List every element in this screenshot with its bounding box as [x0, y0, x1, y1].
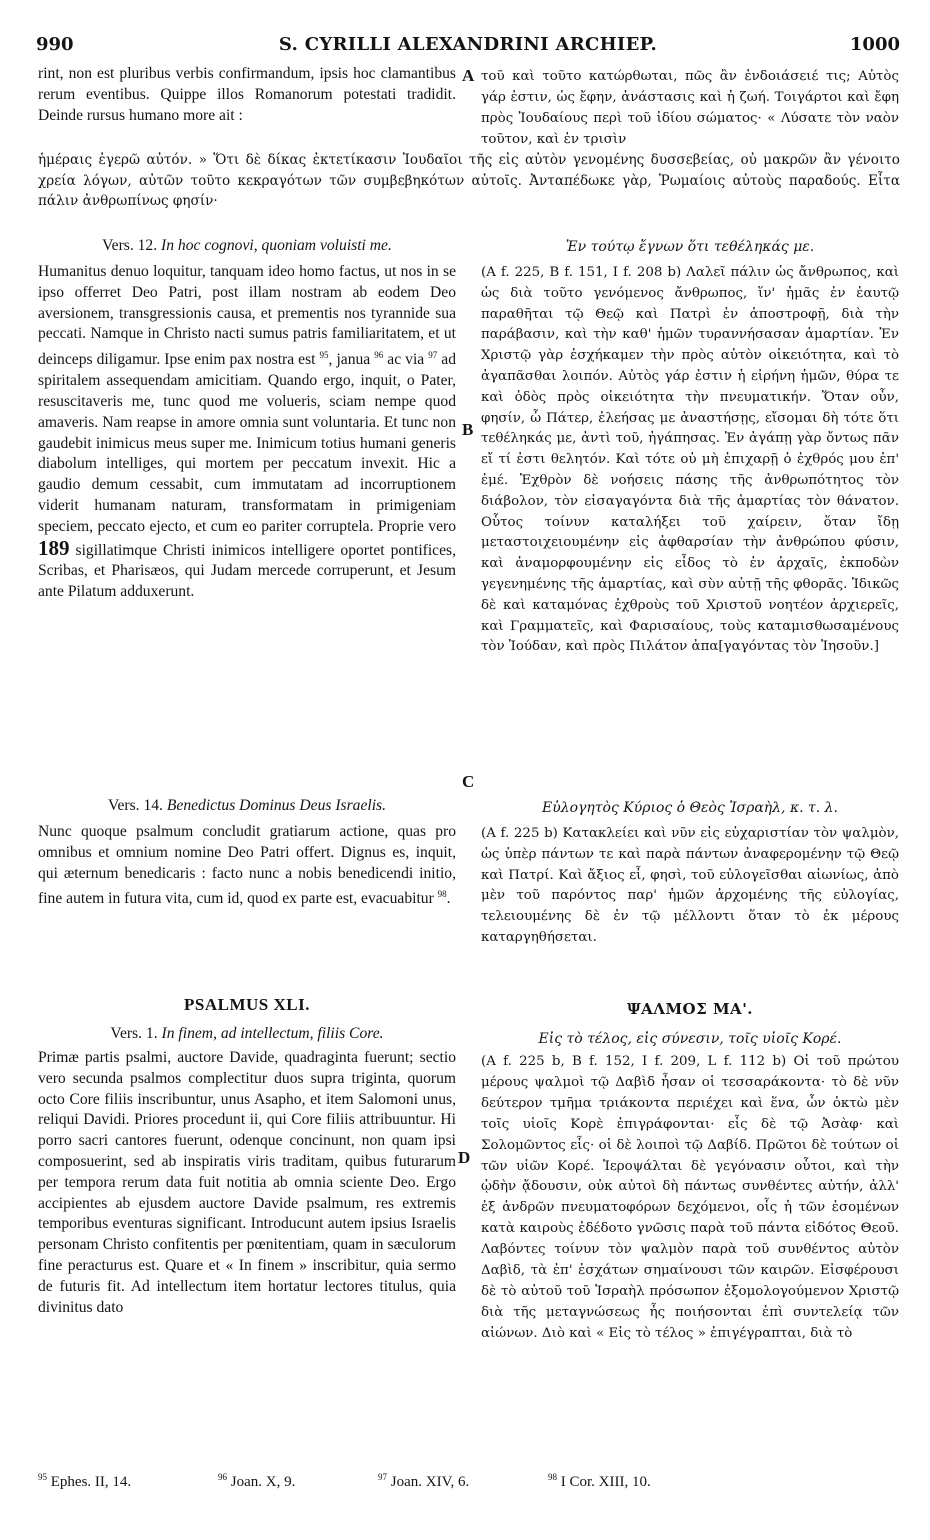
footnote-ref-98[interactable]: 98: [437, 889, 447, 900]
greek-top-text: τοῦ καὶ τοῦτο κατώρθωται, πῶς ἂν ἐνδοιάσειέ τις; Αὐτὸς γάρ ἐστιν, ὡς ἔφην, ἀνάστασις καὶ ἡ ζωή. Τοιγάρτοι καὶ ἔφη πρὸς Ἰουδαίους περὶ τοῦ ἰδίου σώματος· « Λύσατε τὸν ναὸν τοῦτον, καὶ ἐν τρισὶν: [481, 69, 899, 147]
latin-text-part: ad spiritalem assequendam amicitiam. Quando ergo, inquit, o Pater, resuscitaveris me, tunc quod me volueris, sciam nempe quod amaveris. Nam reapse in amore omnia sunt voluntaria. Et tunc non gaudebit inimicus meus super me. Inimicum totius humani generis diabolum intelliges, qui mortem per peccatum invexit. Hic a gaudio demum cessabit, cum immutatam ad incorruptionem viderit humanam naturam, transformatam in primigeniam speciem, peccato ejecto, et cum eo pariter corruptela. Proprie vero: [38, 351, 456, 535]
column-number: 189: [38, 535, 70, 560]
margin-marker-d: D: [458, 1148, 471, 1167]
footnote-number: 95: [38, 1472, 47, 1482]
margin-marker-b: B: [462, 420, 474, 439]
margin-marker-c: C: [462, 772, 475, 791]
manuscript-reference: (A f. 225 b): [481, 826, 558, 841]
greek-text: Κατακλείει καὶ νῦν εἰς εὐχαριστίαν τὸν ψαλμὸν, ὡς ὑπὲρ πάντων τε καὶ παρὰ πάντων ἀναφερομένην τῷ Θεῷ καὶ Πατρί. Καὶ ἄξιος εἶ, φησὶ, τοῦ εὐλογεῖσθαι αἰωνίως, ἀπὸ μὲν τοῦ παρόντος παρ' ἡμῶν ἀρχομένης τῆς εὐλογίας, τελειουμένης δὲ ἐν τῷ μέλλοντι ὅταν τὸ ἐκ μέρους καταργηθήσεται.: [481, 826, 899, 945]
footnote-98: [548, 1472, 651, 1491]
greek-verse-14-heading: Εὐλογητὸς Κύριος ὁ Θεὸς Ἰσραὴλ, κ. τ. λ.: [542, 800, 838, 816]
verse-number: Vers. 1.: [110, 1025, 158, 1042]
footnotes: [38, 1472, 900, 1494]
latin-text-part: Humanitus denuo loquitur, tanquam ideo homo factus, ut nos in se ipso offerret Deo Patri, post illam nostram ab eodem Deo aversionem, transgressionis causa, et prementis nos tyrannide sua peccati. Namque in Christo nacti sumus patris familiaritatem, et ut deinceps diligamur. Ipse enim pax nostra est: [38, 263, 456, 369]
latin-top-text: rint, non est pluribus verbis confirmandum, ipsis hoc clamantibus rerum eventibus. Quippe illos Romanorum potestati tradidit. Deinde rursus humano more ait :: [38, 65, 456, 124]
footnote-97: [378, 1472, 469, 1491]
page-number-left: 990: [36, 34, 74, 55]
footnote-number: 98: [548, 1472, 557, 1482]
footnote-text: Joan. XIV, 6.: [390, 1474, 470, 1490]
latin-verse-12-commentary: [38, 262, 456, 778]
latin-verse-12-heading: [38, 236, 456, 256]
margin-marker-a: A: [462, 66, 475, 85]
greek-psalm-commentary: [481, 1052, 899, 1454]
latin-verse-14-commentary: [38, 822, 456, 972]
greek-full-width-text: ἡμέραις ἐγερῶ αὐτόν. » Ὅτι δὲ δίκας ἐκτετίκασιν Ἰουδαῖοι τῆς εἰς αὐτὸν γενομένης δυσσεβείας, οὐ μακρῶν ἂν γένοιτο χρεία λόγων, αὐτῶν τοῦτο κεκραγότων τῶν συμβεβηκότων αὐτοῖς. Ἀνταπέδωκε γὰρ, Ῥωμαίοις αὐτοὺς παραδούς. Εἶτα πάλιν ἀνθρωπίνως φησίν·: [38, 152, 900, 210]
manuscript-reference: (A f. 225 b, B f. 152, I f. 209, L f. 112 b): [481, 1054, 787, 1069]
latin-text-part: ac via: [383, 351, 429, 369]
footnote-number: 96: [218, 1472, 227, 1482]
footnote-text: Joan. X, 9.: [230, 1474, 296, 1490]
running-header: [36, 34, 900, 58]
footnote-95: [38, 1472, 131, 1491]
greek-verse-14-commentary: [481, 824, 899, 976]
latin-text-part: .: [446, 890, 451, 908]
running-title: S. CYRILLI ALEXANDRINI ARCHIEP.: [278, 34, 658, 55]
verse-number: Vers. 12.: [102, 237, 158, 254]
footnote-text: I Cor. XIII, 10.: [560, 1474, 651, 1490]
footnote-number: 97: [378, 1472, 387, 1482]
verse-text: In finem, ad intellectum, filiis Core.: [161, 1025, 384, 1042]
footnote-96: [218, 1472, 295, 1491]
verse-text: In hoc cognovi, quoniam voluisti me.: [161, 237, 392, 254]
footnote-text: Ephes. II, 14.: [50, 1474, 132, 1490]
verse-number: Vers. 14.: [107, 797, 163, 814]
latin-psalm-verse-1-heading: [38, 1024, 456, 1044]
greek-psalm-verse-1-heading: Εἰς τὸ τέλος, εἰς σύνεσιν, τοῖς υἱοῖς Κορέ.: [538, 1031, 842, 1047]
manuscript-reference: (A f. 225, B f. 151, I f. 208 b): [481, 265, 682, 280]
page-number-right: 1000: [849, 34, 900, 55]
footnote-ref-96[interactable]: 96: [374, 350, 384, 361]
latin-verse-14-heading: [38, 796, 456, 816]
greek-verse-12-commentary: [481, 263, 899, 781]
latin-psalm-commentary: [38, 1048, 456, 1454]
greek-verse-12-heading: Ἐν τούτῳ ἔγνων ὅτι τεθέληκάς με.: [565, 239, 815, 255]
greek-top-paragraph: [481, 66, 899, 150]
footnote-ref-97[interactable]: 97: [428, 350, 438, 361]
latin-psalm-title: PSALMUS XLI.: [184, 995, 310, 1014]
latin-text-part: Nunc quoque psalmum concludit gratiarum actione, quas pro omnibus et omnium nomine Deo Patri offert. Dignus es, inquit, qui æternum benedicaris : facto nunc a nobis benedicendi initio, fine autem in futura vita, cum id, quod ex parte est, evacuabitur: [38, 823, 456, 908]
latin-top-paragraph: [38, 64, 456, 150]
latin-text: Primæ partis psalmi, auctore Davide, quadraginta fuerunt; sectio vero secunda psalmos complectitur duos supra triginta, quorum octo Core filiis inscribuntur, unus Asapho, et item Salomoni unus, reliqui Davidi. Priores procedunt ii, qui Core filiis attribuuntur. Hi porro sacri cantores fuerunt, odenque concinunt, non quam ipsi composuerint, sed ab inspiratis viris traditam, quibus futurarum per tempora rerum data fuit notitia ab omnia sciente Deo. Ergo accipientes ab ejusdem auctore Davide psalmum, res extremis temporibus eventuras significant. Introducunt autem ipsius Israelis personam Christo confitentis per pœnitentiam, quam in sæculorum fine peracturus est. Quare et « In finem » inscribitur, quia sermo de futuris fit. Ad intellectum item hortatur lectores titulus, quia divinitus dato: [38, 1049, 456, 1316]
greek-text: Οἱ τοῦ πρώτου μέρους ψαλμοὶ τῷ Δαβὶδ ἦσαν οἱ τεσσαράκοντα· τὸ δὲ νῦν δεύτερον τμῆμα τριάκοντα περιέχει καὶ ἕνα, ὧν ὀκτὼ μὲν τοῖς υἱοῖς Κορὲ ἐπιγράφονται· εἷς δὲ τῷ Ἀσὰφ· καὶ Σολομῶντος εἷς· οἱ δὲ λοιποὶ τῷ Δαβίδ. Πρῶτοι δὲ τούτων οἱ τῶν υἱῶν Κορέ. Ἱεροψάλται δὲ γεγόνασιν οὗτοι, καὶ τὴν ᾠδὴν ᾄδουσιν, οὐκ αὐτοὶ δὴ πάντως συνθέντες αὐτήν, ἀλλ' ἐξ ἀνδρῶν πνευματοφόρων δεχόμενοι, οἷς ἡ τῶν ἐσομένων κατὰ καιροὺς ἐδέδοτο γνῶσις παρὰ τοῦ πάντα εἰδότος Θεοῦ. Λαβόντες τοίνυν τὸν ψαλμὸν παρὰ τοῦ συνθέντος αὐτὸν Δαβὶδ, τὰ ἐπ' ἐσχάτων σημαίνουσι τῶν καιρῶν. Εἰσφέρουσι δὲ τὸ αὐτοῦ τοῦ Ἰσραὴλ πρόσωπον ἐξομολογούμενον Χριστῷ διὰ τῆς μεταγνώσεως ἧς ποιήσονται ἐπὶ συντελείᾳ τῶν αἰώνων. Διὸ καὶ « Εἰς τὸ τέλος » ἐπιγέγραπται, διὰ τὸ: [481, 1054, 899, 1341]
latin-text-part: , janua: [328, 351, 375, 369]
greek-full-width-paragraph: [38, 150, 900, 214]
verse-text: Benedictus Dominus Deus Israelis.: [166, 797, 387, 814]
greek-text: Λαλεῖ πάλιν ὡς ἄνθρωπος, καὶ ὡς διὰ τοῦτο γενόμενος ἄνθρωπος, ἵν' ἡμᾶς ἐν ἑαυτῷ παραθῆται τῷ Θεῷ καὶ Πατρὶ ἐν ἀποστροφῇ, διὰ τὴν παράβασιν, καὶ τὴν καθ' ἡμῶν τυραννήσασαν ἁμαρτίαν. Ἐν Χριστῷ γὰρ ἐσχήκαμεν τὴν πρὸς αὐτὸν οἰκειότητα, καὶ τὸ ἀγαπᾶσθαι λοιπόν. Αὐτὸς γάρ ἐστιν ἡ εἰρήνη ἡμῶν, θύρα τε καὶ ὁδὸς πρὸς οἰκειότητα τὴν πνευματικήν. Ὅταν οὖν, φησίν, ὦ Πάτερ, ἐλεήσας με ἀναστήσῃς, εἴσομαι δὴ τότε ὅτι τεθέληκάς με, ἀντὶ τοῦ, ἠγάπησας. Ἐν ἀγάπῃ γὰρ ὄντως πᾶν εἴ τί ἐστι θελητόν. Καὶ τότε οὐ μὴ ἐπιχαρῇ ὁ ἐχθρός μου ἐπ' ἐμέ. Ἐχθρὸν δὲ νοήσεις πάσης τῆς ἀνθρωπότητος τὸν διάβολον, τὸν εἰσαγαγόντα διὰ τῆς ἁμαρτίας τὸν θάνατον. Οὗτος τοίνυν καταλήξει τοῦ χαίρειν, ὅταν ἴδῃ μεταστοιχειουμένην εἰς ἀφθαρσίαν τὴν ἀνθρώπου φύσιν, καὶ ἀναμορφουμένην εἰς εἶδος τὸ ἐν ἀρχαῖς, ἐκποδὼν γεγενημένης τῆς ἁμαρτίας, καὶ σὺν αὐτῇ τῆς φθορᾶς. Ἰδικῶς δὲ καὶ καταμόνας ἐχθροὺς τοῦ Χριστοῦ νοητέον ἀρχιερεῖς, καὶ Γραμματεῖς, καὶ Φαρισαίους, τοὺς καταμισθωσαμένους τὸν Ἰούδαν, καὶ πρὸς Πιλάτον ἀπα[γαγόντας τὸν Ἰησοῦν.]: [481, 265, 899, 655]
latin-text-part: sigillatimque Christi inimicos intelligere oportet pontifices, Scribas, et Pharisæos, qui Judam mercede corruperunt, et Jesum ante Pilatum adduxerunt.: [38, 541, 456, 601]
greek-psalm-title: ΨΑΛΜΟΣ ΜΑ'.: [626, 1000, 754, 1018]
footnote-ref-95[interactable]: 95: [319, 350, 329, 361]
